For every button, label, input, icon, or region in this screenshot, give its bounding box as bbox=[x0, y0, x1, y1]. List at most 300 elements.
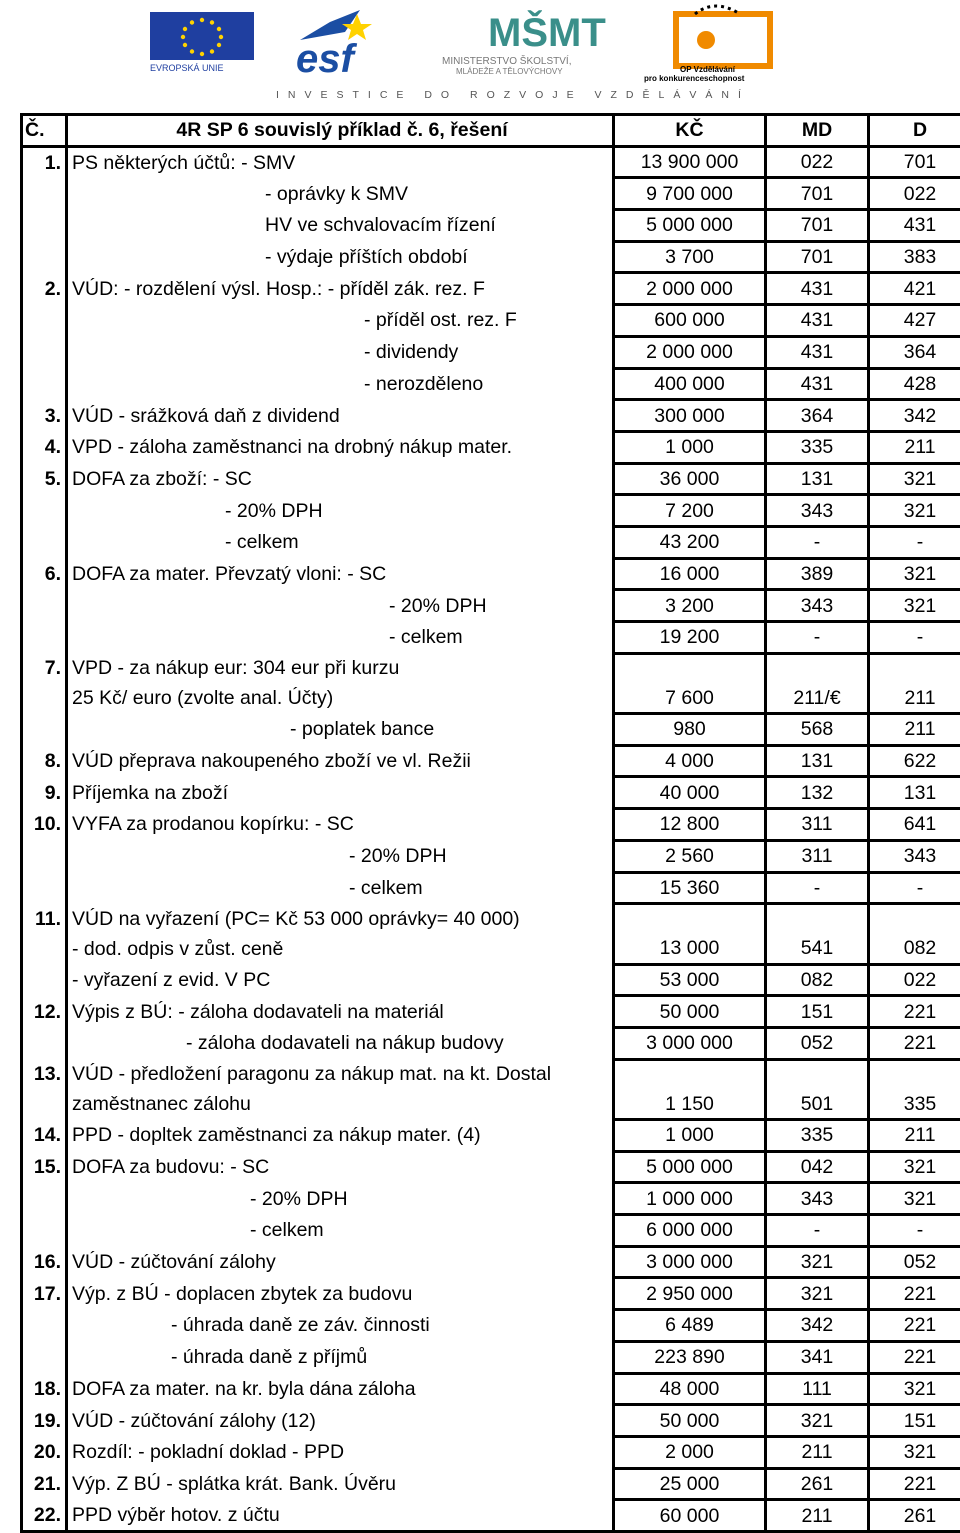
table-row bbox=[22, 683, 960, 713]
table-row bbox=[22, 336, 960, 368]
row-description bbox=[67, 996, 614, 1028]
description-text: VÚD - srážková daň z dividend bbox=[72, 402, 340, 430]
account-d: 211 bbox=[869, 1120, 960, 1152]
account-md: 321 bbox=[766, 1246, 869, 1278]
description-text: - 20% DPH bbox=[72, 497, 323, 525]
account-md: 431 bbox=[766, 368, 869, 400]
description-text: VÚD: - rozdělení výsl. Hosp.: - příděl zák. rez. F bbox=[72, 275, 485, 303]
account-d: 321 bbox=[869, 590, 960, 622]
row-description bbox=[67, 495, 614, 527]
amount-kc: 12 800 bbox=[614, 809, 766, 841]
description-text: Výp. z BÚ - doplacen zbytek za budovu bbox=[72, 1280, 412, 1308]
account-d: 335 bbox=[869, 1089, 960, 1119]
amount-kc: 50 000 bbox=[614, 1405, 766, 1437]
description-text: - 20% DPH bbox=[72, 1185, 348, 1213]
row-number: 17. bbox=[22, 1278, 67, 1310]
amount-kc: 36 000 bbox=[614, 463, 766, 495]
amount-kc bbox=[614, 1059, 766, 1089]
account-md: 343 bbox=[766, 495, 869, 527]
account-md: 343 bbox=[766, 1183, 869, 1215]
description-text: PS některých účtů: - SMV bbox=[72, 149, 295, 177]
row-number bbox=[22, 714, 67, 746]
row-number: 6. bbox=[22, 558, 67, 590]
table-row bbox=[22, 495, 960, 527]
esf-logo bbox=[296, 10, 372, 81]
account-md: 261 bbox=[766, 1468, 869, 1500]
amount-kc: 6 000 000 bbox=[614, 1215, 766, 1247]
row-number: 8. bbox=[22, 745, 67, 777]
account-d: - bbox=[869, 622, 960, 654]
table-row bbox=[22, 622, 960, 654]
description-text: VÚD - předložení paragonu za nákup mat. na kt. Dostal bbox=[72, 1060, 551, 1088]
row-description bbox=[67, 777, 614, 809]
row-number: 4. bbox=[22, 431, 67, 463]
account-md: 335 bbox=[766, 431, 869, 463]
row-description bbox=[67, 1151, 614, 1183]
posting-table bbox=[20, 113, 960, 1533]
amount-kc: 48 000 bbox=[614, 1373, 766, 1405]
row-description bbox=[67, 653, 614, 683]
row-description bbox=[67, 463, 614, 495]
account-md: 132 bbox=[766, 777, 869, 809]
account-md: 431 bbox=[766, 305, 869, 337]
amount-kc: 40 000 bbox=[614, 777, 766, 809]
row-number bbox=[22, 934, 67, 964]
table-row bbox=[22, 1278, 960, 1310]
account-md: - bbox=[766, 526, 869, 558]
table-row bbox=[22, 273, 960, 305]
row-description bbox=[67, 1089, 614, 1119]
header-md: MD bbox=[766, 115, 869, 147]
account-md: 431 bbox=[766, 273, 869, 305]
table-row bbox=[22, 368, 960, 400]
table-row bbox=[22, 1089, 960, 1119]
row-number: 12. bbox=[22, 996, 67, 1028]
account-d: 052 bbox=[869, 1246, 960, 1278]
account-d: 321 bbox=[869, 1373, 960, 1405]
description-text: DOFA za mater. Převzatý vloni: - SC bbox=[72, 560, 386, 588]
amount-kc: 2 560 bbox=[614, 840, 766, 872]
amount-kc: 1 000 bbox=[614, 431, 766, 463]
account-md: 052 bbox=[766, 1027, 869, 1059]
account-d: 641 bbox=[869, 809, 960, 841]
amount-kc: 1 150 bbox=[614, 1089, 766, 1119]
account-d: 221 bbox=[869, 1468, 960, 1500]
table-row bbox=[22, 1183, 960, 1215]
header-title: 4R SP 6 souvislý příklad č. 6, řešení bbox=[67, 115, 614, 147]
row-number bbox=[22, 872, 67, 904]
row-number bbox=[22, 178, 67, 210]
msmt-sub1: MINISTERSTVO ŠKOLSTVÍ, bbox=[442, 54, 571, 67]
esf-label: esf bbox=[296, 37, 357, 81]
description-text: Příjemka na zboží bbox=[72, 779, 228, 807]
account-d bbox=[869, 1059, 960, 1089]
header-num: Č. bbox=[22, 115, 67, 147]
description-text: DOFA za zboží: - SC bbox=[72, 465, 252, 493]
description-text: - dividendy bbox=[72, 338, 458, 366]
table-row bbox=[22, 463, 960, 495]
amount-kc: 300 000 bbox=[614, 400, 766, 432]
table-row bbox=[22, 1215, 960, 1247]
account-md: - bbox=[766, 1215, 869, 1247]
description-text: - nerozděleno bbox=[72, 370, 483, 398]
row-number: 14. bbox=[22, 1120, 67, 1152]
row-number: 9. bbox=[22, 777, 67, 809]
amount-kc: 19 200 bbox=[614, 622, 766, 654]
account-md: 321 bbox=[766, 1278, 869, 1310]
account-d: 321 bbox=[869, 1436, 960, 1468]
table-row bbox=[22, 996, 960, 1028]
account-md: 501 bbox=[766, 1089, 869, 1119]
amount-kc bbox=[614, 904, 766, 934]
description-text: - příděl ost. rez. F bbox=[72, 306, 517, 334]
description-text: zaměstnanec zálohu bbox=[72, 1090, 251, 1118]
table-row bbox=[22, 1246, 960, 1278]
row-description bbox=[67, 241, 614, 273]
account-md: 042 bbox=[766, 1151, 869, 1183]
description-text: HV ve schvalovacím řízení bbox=[72, 211, 496, 239]
row-number: 11. bbox=[22, 904, 67, 934]
row-description bbox=[67, 1436, 614, 1468]
description-text: - 20% DPH bbox=[72, 592, 487, 620]
account-md: 701 bbox=[766, 210, 869, 242]
account-md bbox=[766, 904, 869, 934]
account-d: - bbox=[869, 872, 960, 904]
tagline: INVESTICE DO ROZVOJE VZDĚLÁVÁNÍ bbox=[276, 88, 750, 101]
description-text: - dod. odpis v zůst. ceně bbox=[72, 935, 283, 963]
amount-kc: 980 bbox=[614, 714, 766, 746]
description-text: Výpis z BÚ: - záloha dodavateli na materiál bbox=[72, 998, 444, 1026]
description-text: - záloha dodavateli na nákup budovy bbox=[72, 1029, 504, 1057]
description-text: - poplatek bance bbox=[72, 715, 434, 743]
description-text: VPD - záloha zaměstnanci na drobný nákup mater. bbox=[72, 433, 512, 461]
account-md: 701 bbox=[766, 178, 869, 210]
amount-kc: 7 600 bbox=[614, 683, 766, 713]
account-d: 428 bbox=[869, 368, 960, 400]
amount-kc: 3 000 000 bbox=[614, 1027, 766, 1059]
row-number: 20. bbox=[22, 1436, 67, 1468]
row-number bbox=[22, 590, 67, 622]
description-text: VÚD - zúčtování zálohy (12) bbox=[72, 1407, 316, 1435]
msmt-logo bbox=[442, 9, 606, 76]
description-text: VPD - za nákup eur: 304 eur při kurzu bbox=[72, 654, 399, 682]
account-d: 082 bbox=[869, 934, 960, 964]
row-number bbox=[22, 1089, 67, 1119]
table-row bbox=[22, 809, 960, 841]
amount-kc: 3 200 bbox=[614, 590, 766, 622]
account-d: 131 bbox=[869, 777, 960, 809]
row-description bbox=[67, 1341, 614, 1373]
account-d: 211 bbox=[869, 431, 960, 463]
op-logo bbox=[644, 6, 770, 83]
table-row bbox=[22, 1151, 960, 1183]
eu-label: EVROPSKÁ UNIE bbox=[150, 63, 224, 73]
row-description bbox=[67, 934, 614, 964]
account-d: 321 bbox=[869, 558, 960, 590]
amount-kc: 60 000 bbox=[614, 1500, 766, 1532]
account-md: 022 bbox=[766, 146, 869, 178]
table-row bbox=[22, 872, 960, 904]
account-md: 341 bbox=[766, 1341, 869, 1373]
row-number bbox=[22, 1310, 67, 1342]
account-d: 342 bbox=[869, 400, 960, 432]
description-text: - celkem bbox=[72, 623, 463, 651]
amount-kc: 13 000 bbox=[614, 934, 766, 964]
table-row bbox=[22, 1500, 960, 1532]
row-number bbox=[22, 1341, 67, 1373]
account-d: 321 bbox=[869, 463, 960, 495]
table-row bbox=[22, 590, 960, 622]
description-text: VÚD přeprava nakoupeného zboží ve vl. Režii bbox=[72, 747, 471, 775]
table-row bbox=[22, 146, 960, 178]
table-row bbox=[22, 653, 960, 683]
header-kc: KČ bbox=[614, 115, 766, 147]
row-description bbox=[67, 1500, 614, 1532]
account-d: 221 bbox=[869, 1310, 960, 1342]
table-row bbox=[22, 1468, 960, 1500]
description-text: VÚD - zúčtování zálohy bbox=[72, 1248, 276, 1276]
account-md: 343 bbox=[766, 590, 869, 622]
account-md: 131 bbox=[766, 745, 869, 777]
amount-kc: 43 200 bbox=[614, 526, 766, 558]
account-d: - bbox=[869, 1215, 960, 1247]
row-description bbox=[67, 210, 614, 242]
amount-kc: 223 890 bbox=[614, 1341, 766, 1373]
row-number: 13. bbox=[22, 1059, 67, 1089]
table-row bbox=[22, 1436, 960, 1468]
row-description bbox=[67, 1183, 614, 1215]
row-number bbox=[22, 964, 67, 996]
row-description bbox=[67, 809, 614, 841]
account-md: 342 bbox=[766, 1310, 869, 1342]
description-text: - výdaje příštích období bbox=[72, 243, 468, 271]
account-md: 211 bbox=[766, 1436, 869, 1468]
account-d: 622 bbox=[869, 745, 960, 777]
op-line1: OP Vzdělávání bbox=[680, 65, 736, 74]
description-text: - celkem bbox=[72, 874, 423, 902]
table-row bbox=[22, 934, 960, 964]
row-description bbox=[67, 1373, 614, 1405]
table-row bbox=[22, 1373, 960, 1405]
amount-kc: 25 000 bbox=[614, 1468, 766, 1500]
row-number: 21. bbox=[22, 1468, 67, 1500]
amount-kc: 13 900 000 bbox=[614, 146, 766, 178]
account-d bbox=[869, 653, 960, 683]
row-description bbox=[67, 714, 614, 746]
table-row bbox=[22, 241, 960, 273]
row-number bbox=[22, 683, 67, 713]
msmt-sub2: MLÁDEŽE A TĚLOVÝCHOVY bbox=[456, 67, 563, 76]
amount-kc: 400 000 bbox=[614, 368, 766, 400]
row-number bbox=[22, 241, 67, 273]
description-text: 25 Kč/ euro (zvolte anal. Účty) bbox=[72, 684, 333, 712]
amount-kc: 15 360 bbox=[614, 872, 766, 904]
account-md: 111 bbox=[766, 1373, 869, 1405]
account-md bbox=[766, 653, 869, 683]
account-md: - bbox=[766, 622, 869, 654]
row-description bbox=[67, 964, 614, 996]
header-row bbox=[22, 115, 960, 147]
account-md: 211 bbox=[766, 1500, 869, 1532]
account-d: 221 bbox=[869, 996, 960, 1028]
row-description bbox=[67, 1310, 614, 1342]
table-row bbox=[22, 1405, 960, 1437]
table-row bbox=[22, 714, 960, 746]
amount-kc: 2 000 bbox=[614, 1436, 766, 1468]
account-md: - bbox=[766, 872, 869, 904]
eu-flag-logo bbox=[150, 12, 254, 73]
row-number: 10. bbox=[22, 809, 67, 841]
account-d: 211 bbox=[869, 714, 960, 746]
description-text: DOFA za budovu: - SC bbox=[72, 1153, 269, 1181]
description-text: VYFA za prodanou kopírku: - SC bbox=[72, 810, 354, 838]
row-number bbox=[22, 336, 67, 368]
amount-kc: 2 000 000 bbox=[614, 336, 766, 368]
description-text: PPD - dopltek zaměstnanci za nákup mater. (4) bbox=[72, 1121, 481, 1149]
account-md: 321 bbox=[766, 1405, 869, 1437]
table-row bbox=[22, 400, 960, 432]
amount-kc: 16 000 bbox=[614, 558, 766, 590]
amount-kc: 5 000 000 bbox=[614, 1151, 766, 1183]
description-text: - oprávky k SMV bbox=[72, 180, 408, 208]
table-row bbox=[22, 431, 960, 463]
row-description bbox=[67, 431, 614, 463]
description-text: - celkem bbox=[72, 1216, 324, 1244]
row-number: 18. bbox=[22, 1373, 67, 1405]
row-number bbox=[22, 210, 67, 242]
row-description bbox=[67, 745, 614, 777]
row-description bbox=[67, 558, 614, 590]
table-row bbox=[22, 840, 960, 872]
account-d: 221 bbox=[869, 1278, 960, 1310]
account-d: 151 bbox=[869, 1405, 960, 1437]
account-md bbox=[766, 1059, 869, 1089]
row-description bbox=[67, 400, 614, 432]
account-md: 311 bbox=[766, 840, 869, 872]
row-number: 5. bbox=[22, 463, 67, 495]
row-number: 16. bbox=[22, 1246, 67, 1278]
account-md: 311 bbox=[766, 809, 869, 841]
account-d: 221 bbox=[869, 1341, 960, 1373]
amount-kc: 1 000 bbox=[614, 1120, 766, 1152]
table-row bbox=[22, 1120, 960, 1152]
row-number: 2. bbox=[22, 273, 67, 305]
row-description bbox=[67, 273, 614, 305]
row-number: 15. bbox=[22, 1151, 67, 1183]
amount-kc: 1 000 000 bbox=[614, 1183, 766, 1215]
account-md: 211/€ bbox=[766, 683, 869, 713]
row-number: 22. bbox=[22, 1500, 67, 1532]
description-text: - celkem bbox=[72, 528, 299, 556]
table-row bbox=[22, 1027, 960, 1059]
row-number: 7. bbox=[22, 653, 67, 683]
amount-kc: 6 489 bbox=[614, 1310, 766, 1342]
logo-banner bbox=[0, 0, 960, 110]
description-text: VÚD na vyřazení (PC= Kč 53 000 oprávky= 40 000) bbox=[72, 905, 520, 933]
table-row bbox=[22, 305, 960, 337]
table-row bbox=[22, 777, 960, 809]
row-number bbox=[22, 622, 67, 654]
description-text: - 20% DPH bbox=[72, 842, 447, 870]
row-description bbox=[67, 1059, 614, 1089]
table-row bbox=[22, 745, 960, 777]
amount-kc: 7 200 bbox=[614, 495, 766, 527]
amount-kc: 2 000 000 bbox=[614, 273, 766, 305]
row-description bbox=[67, 146, 614, 178]
row-description bbox=[67, 1120, 614, 1152]
row-description bbox=[67, 305, 614, 337]
account-d: - bbox=[869, 526, 960, 558]
amount-kc: 3 700 bbox=[614, 241, 766, 273]
header-d: D bbox=[869, 115, 960, 147]
amount-kc: 4 000 bbox=[614, 745, 766, 777]
account-d: 022 bbox=[869, 178, 960, 210]
table-row bbox=[22, 558, 960, 590]
row-number bbox=[22, 1215, 67, 1247]
account-d: 321 bbox=[869, 1183, 960, 1215]
row-number bbox=[22, 526, 67, 558]
account-md: 131 bbox=[766, 463, 869, 495]
table-row bbox=[22, 1059, 960, 1089]
row-description bbox=[67, 840, 614, 872]
table-row bbox=[22, 526, 960, 558]
amount-kc: 50 000 bbox=[614, 996, 766, 1028]
row-number bbox=[22, 305, 67, 337]
row-description bbox=[67, 1278, 614, 1310]
row-number: 19. bbox=[22, 1405, 67, 1437]
msmt-label: MŠMT bbox=[488, 9, 606, 55]
account-d: 421 bbox=[869, 273, 960, 305]
account-d: 427 bbox=[869, 305, 960, 337]
row-number: 3. bbox=[22, 400, 67, 432]
account-d: 321 bbox=[869, 1151, 960, 1183]
account-d: 321 bbox=[869, 495, 960, 527]
description-text: - vyřazení z evid. V PC bbox=[72, 966, 270, 994]
amount-kc: 600 000 bbox=[614, 305, 766, 337]
account-md: 541 bbox=[766, 934, 869, 964]
row-number bbox=[22, 840, 67, 872]
account-d: 261 bbox=[869, 1500, 960, 1532]
account-md: 335 bbox=[766, 1120, 869, 1152]
table-row bbox=[22, 904, 960, 934]
account-d: 383 bbox=[869, 241, 960, 273]
account-md: 701 bbox=[766, 241, 869, 273]
description-text: PPD výběr hotov. z účtu bbox=[72, 1501, 280, 1529]
row-description bbox=[67, 1215, 614, 1247]
row-description bbox=[67, 178, 614, 210]
description-text: Výp. Z BÚ - splátka krát. Bank. Úvěru bbox=[72, 1470, 396, 1498]
account-d: 431 bbox=[869, 210, 960, 242]
description-text: - úhrada daně ze záv. činnosti bbox=[72, 1311, 430, 1339]
amount-kc bbox=[614, 653, 766, 683]
amount-kc: 2 950 000 bbox=[614, 1278, 766, 1310]
description-text: DOFA za mater. na kr. byla dána záloha bbox=[72, 1375, 416, 1403]
account-md: 151 bbox=[766, 996, 869, 1028]
account-md: 568 bbox=[766, 714, 869, 746]
row-number bbox=[22, 1027, 67, 1059]
amount-kc: 53 000 bbox=[614, 964, 766, 996]
row-description bbox=[67, 526, 614, 558]
table-row bbox=[22, 1341, 960, 1373]
account-d: 211 bbox=[869, 683, 960, 713]
row-description bbox=[67, 622, 614, 654]
account-d: 343 bbox=[869, 840, 960, 872]
table-row bbox=[22, 1310, 960, 1342]
row-description bbox=[67, 368, 614, 400]
amount-kc: 5 000 000 bbox=[614, 210, 766, 242]
row-description bbox=[67, 1246, 614, 1278]
table-row bbox=[22, 210, 960, 242]
